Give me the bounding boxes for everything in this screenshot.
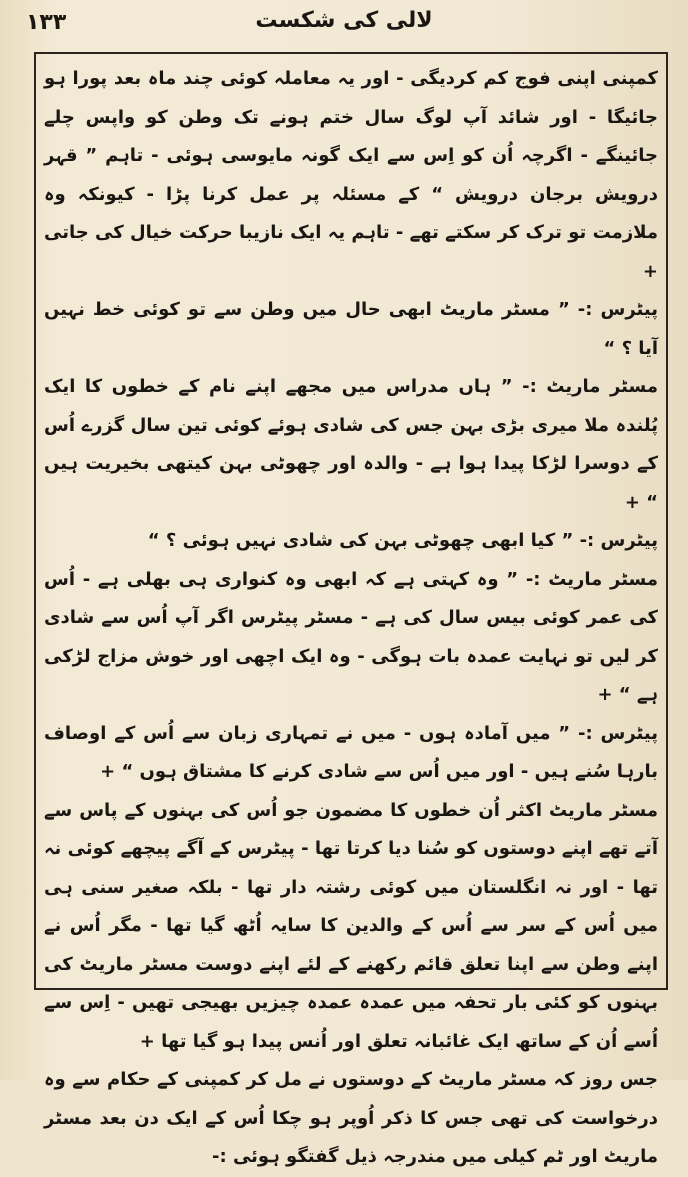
paragraph: مسٹر ماریٹ :- ” وہ کہتی ہے کہ ابھی وہ کنواری ہی بھلی ہے - اُس کی عمر کوئی بیس سال کی ہے - مسٹر پیٹرس اگر آپ اُس سے شادی کر لیں تو نہایت عمدہ بات ہوگی - وہ ایک اچھی اور خوش مزاج لڑکی ہے “ + — [44, 568, 658, 705]
paragraph: پیٹرس :- ” مسٹر ماریٹ ابھی حال میں وطن سے تو کوئی خط نہیں آیا ؟ “ — [44, 299, 658, 359]
paragraph: مسٹر ماریٹ اکثر اُن خطوں کا مضمون جو اُس کی بہنوں کے پاس سے آتے تھے اپنے دوستوں کو سُنا دیا کرتا تھا - پیٹرس کے آگے پیچھے کوئی نہ تھا - اور نہ انگلستان میں کوئی رشتہ دار تھا - بلکہ صغیر سنی ہی میں اُس کے سر سے اُس کے والدین کا سایہ اُٹھ گیا تھا - مگر اُس نے اپنے وطن سے اپنا تعلق قائم رکھنے کے لئے اپنے دوست مسٹر ماریٹ کی بہنوں کو کئی بار تحفہ میں عمدہ عمدہ چیزیں بھیجی تھیں - اِس سے اُسے اُن کے ساتھ ایک غائبانہ تعلق اور اُنس پیدا ہو گیا تھا + — [44, 799, 658, 1052]
paragraph: کمپنی اپنی فوج کم کردیگی - اور یہ معاملہ کوئی چند ماہ بعد پورا ہو جائیگا - اور شائد آپ لوگ سال ختم ہونے تک وطن کو واپس چلے جائینگے - اگرچہ اُن کو اِس سے ایک گونہ مایوسی ہوئی - تاہم ” قہر درویش برجان درویش “ کے مسئلہ پر عمل کرنا پڑا - کیونکہ وہ ملازمت تو ترک کر سکتے تھے - تاہم یہ ایک نازیبا حرکت خیال کی جاتی + — [44, 68, 658, 282]
paragraph: پیٹرس :- ” میں آمادہ ہوں - میں نے تمہاری زبان سے اُس کے اوصاف بارہا سُنے ہیں - اور میں اُس سے شادی کرنے کا مشتاق ہوں “ + — [44, 722, 658, 782]
body-text — [44, 60, 658, 1167]
paragraph: مسٹر ماریٹ :- ” ہاں مدراس میں مجھے اپنے نام کے خطوں کا ایک پُلندہ ملا میری بڑی بہن جس کی شادی ہوئے کوئی تین سال گزرے اُس کے دوسرا لڑکا پیدا ہوا ہے - والدہ اور چھوٹی بہن کیتھی بخیریت ہیں “ + — [44, 376, 658, 513]
running-title: لالی کی شکست — [255, 8, 433, 33]
paragraph: جس روز کہ مسٹر ماریٹ کے دوستوں نے مل کر کمپنی کے حکام سے وہ درخواست کی تھی جس کا ذکر اُوپر ہو چکا اُس کے ایک دن بعد مسٹر ماریٹ اور ٹم کیلی میں مندرجہ ذیل گفتگو ہوئی :- — [44, 1069, 658, 1167]
paragraph: پیٹرس :- ” کیا ابھی چھوٹی بہن کی شادی نہیں ہوئی ؟ “ — [147, 530, 658, 551]
page-number: ۱۳۳ — [26, 10, 67, 35]
